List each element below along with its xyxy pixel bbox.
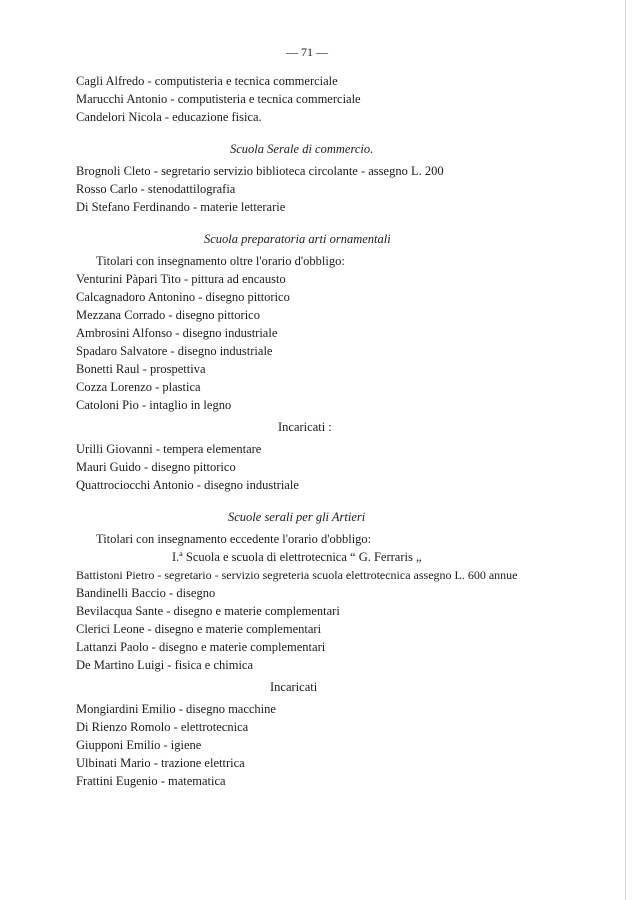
entry-line: Bonetti Raul - prospettiva	[76, 362, 206, 376]
entry-line: Bandinelli Baccio - disegno	[76, 586, 216, 600]
entry-line: Mongiardini Emilio - disegno macchine	[76, 702, 276, 716]
entry-line: Candelori Nicola - educazione fisica.	[76, 110, 262, 124]
entry-line: Lattanzi Paolo - disegno e materie complementari	[76, 640, 326, 654]
entry-line: Cozza Lorenzo - plastica	[76, 380, 201, 394]
section-heading: Incaricati :	[278, 420, 332, 434]
section-heading: Scuola Serale di commercio.	[230, 142, 374, 156]
entry-line: Ulbinati Mario - trazione elettrica	[76, 756, 245, 770]
entry-line: Mezzana Corrado - disegno pittorico	[76, 308, 260, 322]
entry-line: Cagli Alfredo - computisteria e tecnica commerciale	[76, 74, 338, 88]
school-subheading: I.ª Scuola e scuola di elettrotecnica “ G. Ferraris „	[172, 550, 422, 564]
section-heading: Scuole serali per gli Artieri	[228, 510, 366, 524]
entry-line: Ambrosini Alfonso - disegno industriale	[76, 326, 278, 340]
entry-line: Di Stefano Ferdinando - materie letterarie	[76, 200, 286, 214]
entry-line: Spadaro Salvatore - disegno industriale	[76, 344, 273, 358]
page-number: — 71 —	[286, 45, 328, 59]
entry-line: Mauri Guido - disegno pittorico	[76, 460, 236, 474]
page-edge-shadow	[625, 0, 626, 900]
section-heading: Incaricati	[270, 680, 318, 694]
section-heading: Scuola preparatoria arti ornamentali	[204, 232, 391, 246]
entry-line: Catoloni Pio - intaglio in legno	[76, 398, 232, 412]
entry-line: Di Rienzo Romolo - elettrotecnica	[76, 720, 249, 734]
entry-line: Frattini Eugenio - matematica	[76, 774, 226, 788]
entry-line: Battistoni Pietro - segretario - servizio segreteria scuola elettrotecnica assegno L. 600 annue	[76, 568, 518, 582]
entry-line: Rosso Carlo - stenodattilografia	[76, 182, 236, 196]
entry-line: Clerici Leone - disegno e materie complementari	[76, 622, 322, 636]
entry-line: Brognoli Cleto - segretario servizio biblioteca circolante - assegno L. 200	[76, 164, 444, 178]
entry-line: Bevilacqua Sante - disegno e materie complementari	[76, 604, 340, 618]
entry-line: Calcagnadoro Antonino - disegno pittorico	[76, 290, 290, 304]
section-subheading: Titolari con insegnamento oltre l'orario d'obbligo:	[96, 254, 345, 268]
entry-line: Quattrociocchi Antonio - disegno industriale	[76, 478, 299, 492]
entry-line: Venturini Pàpari Tito - pittura ad encausto	[76, 272, 286, 286]
section-subheading: Titolari con insegnamento eccedente l'orario d'obbligo:	[96, 532, 372, 546]
entry-line: Urilli Giovanni - tempera elementare	[76, 442, 262, 456]
entry-line: Giupponi Emilio - igiene	[76, 738, 202, 752]
entry-line: Marucchi Antonio - computisteria e tecnica commerciale	[76, 92, 361, 106]
entry-line: De Martino Luigi - fisica e chimica	[76, 658, 254, 672]
